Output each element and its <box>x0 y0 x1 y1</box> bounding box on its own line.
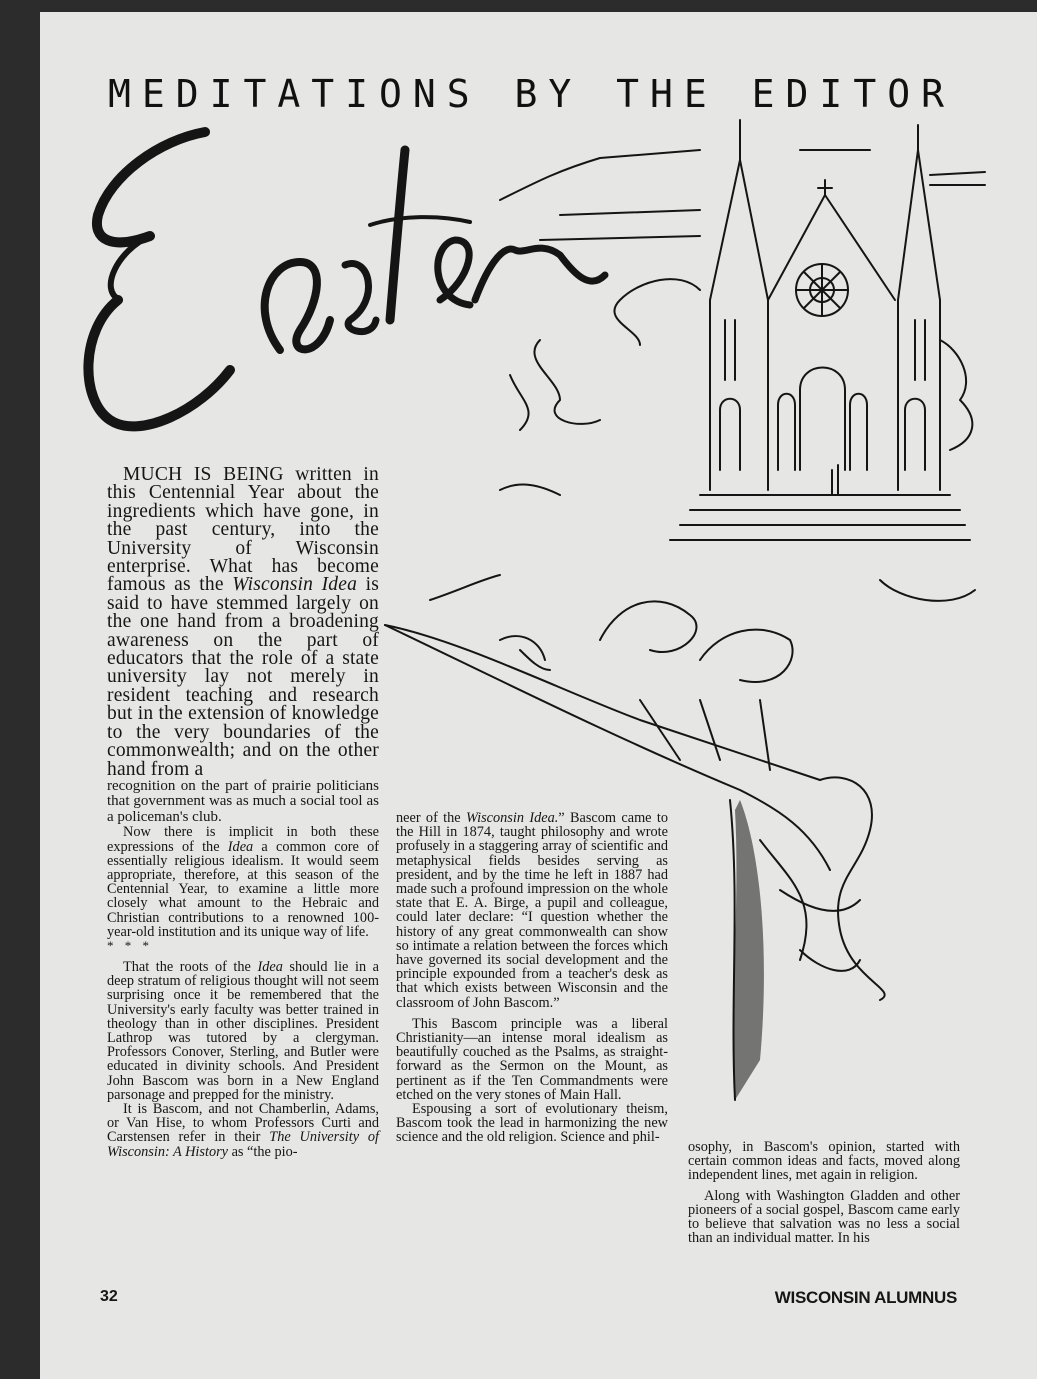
magazine-name: WISCONSIN ALUMNUS <box>774 1288 957 1307</box>
paragraph: neer of the Wisconsin Idea.” Bascom came to the Hill in 1874, taught philosophy and wrote profusely in a staggering array of scientific and metaphysical fields besides serving as president, and by the time he left in 1887 had made such a profound impression on the whole state that E. A. Birge, a pupil and colleague, could later declare: “I question whether the history of any great commonwealth can show so intimate a relation between the forces which have governed its social development and the principle expounded from a teacher's desk as that which exists between Wisconsin and the classroom of John Bascom.” <box>396 810 668 1011</box>
paragraph: It is Bascom, and not Chamberlin, Adams, or Van Hise, to whom Professors Curti and Carstensen refer in their The University of Wisconsin: A History as “the pio- <box>107 1101 379 1160</box>
article-column-2 <box>396 811 668 1145</box>
church <box>670 120 970 540</box>
paragraph: Along with Washington Gladden and other pioneers of a social gospel, Bascom came early to believe that salvation was no less a social than an individual matter. In his <box>688 1187 960 1247</box>
section-divider: * * * <box>107 938 153 954</box>
paragraph: Espousing a sort of evolutionary theism, Bascom took the lead in harmonizing the new science and the old religion. Science and phil- <box>396 1101 668 1146</box>
paragraph: This Bascom principle was a liberal Christianity—an intense moral idealism as beautifully couched as the Psalms, as straight-forward as the Sermon on the Mount, as pertinent as if the Ten Commandments were etched on the very stones of Main Hall. <box>396 1015 668 1103</box>
easter-script-lettering <box>88 132 605 426</box>
article-column-1 <box>107 466 379 1159</box>
lead-paragraph-continued: recognition on the part of prairie politicians that government was as much a social tool as a policeman's club. <box>107 777 379 825</box>
article-column-3 <box>688 1140 960 1245</box>
page-headline: MEDITATIONS BY THE EDITOR <box>108 72 955 116</box>
lead-paragraph: MUCH IS BEING written in this Centennial Year about the ingredients which have gone, in the past century, into the University of Wisconsin enterprise. What has become famous as the Wisconsin Idea is said to have stemmed largely on the one hand from a broadening awareness on the part of educators that the role of a state university lay not merely in resident teaching and research but in the extension of knowledge to the very boundaries of the commonwealth; and on the other hand from a <box>107 464 379 780</box>
page-number: 32 <box>100 1288 118 1305</box>
paragraph: osophy, in Bascom's opinion, started with certain common ideas and facts, moved along independent lines, met again in religion. <box>688 1139 960 1184</box>
paragraph: That the roots of the Idea should lie in a deep stratum of religious thought will not seem surprising once it be remembered that the University's early faculty was better trained in theology than in other disciplines. President Lathrop was tutored by a clergyman. Professors Conover, Sterling, and Butler were educated in divinity schools. And President John Bascom was born in a New England parsonage and prepped for the ministry. <box>107 959 379 1103</box>
paragraph: Now there is implicit in both these expressions of the Idea a common core of essentially religious idealism. It would seem appropriate, therefore, at this season of the Centennial Year, to examine a little more closely what amount to the Hebraic and Christian contributions to a renowned 100-year-old institution and its unique way of life. <box>107 824 379 940</box>
